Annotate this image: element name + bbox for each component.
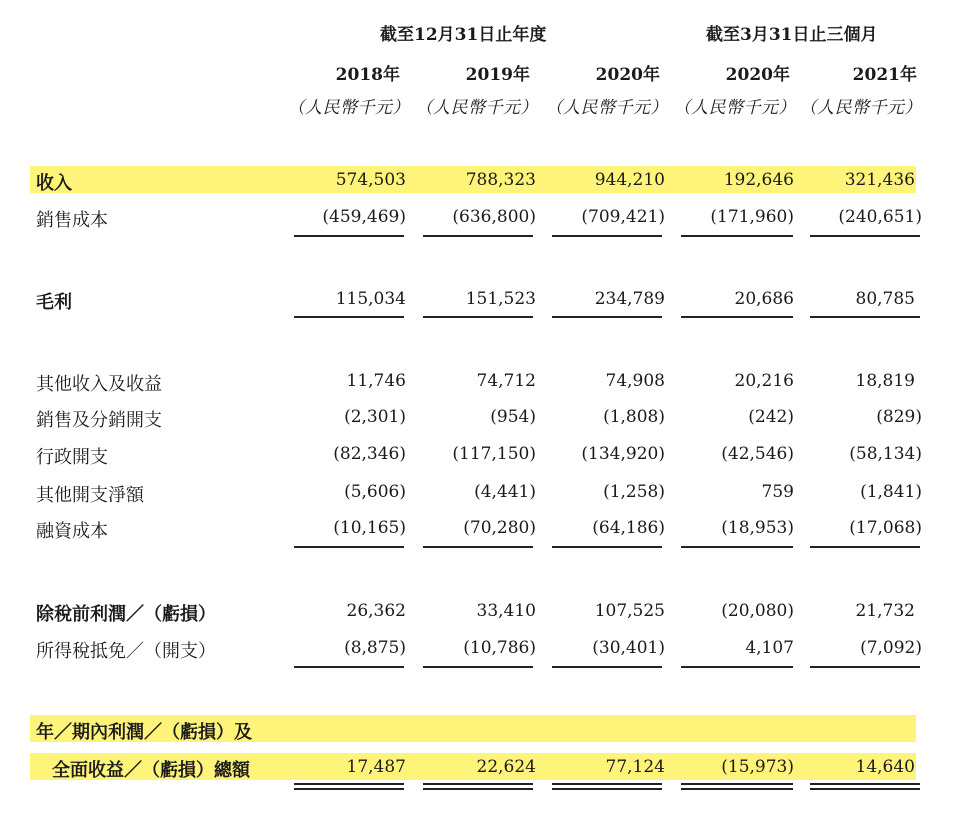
cell-ae-3: (134,920) [581,444,665,464]
header-year-4: 2020年 [725,65,790,85]
row-label-revenue: 收入 [36,173,72,194]
cell-pbt-1: 26,362 [346,601,406,621]
cell-revenue-2: 788,323 [465,170,536,190]
row-label-other-expenses: 其他開支淨額 [36,485,144,506]
header-unit-5: （人民幣千元） [799,98,922,118]
cell-revenue-3: 944,210 [594,170,665,190]
double-underline [552,783,662,785]
cell-se-4: (242) [748,407,794,427]
header-group-year: 截至12月31日止年度 [380,25,547,45]
underline [552,546,662,548]
cell-total-3: 77,124 [605,757,665,777]
cell-fc-5: (17,068) [849,518,922,538]
underline [423,316,533,318]
cell-oe-3: (1,258) [603,482,665,502]
row-label-other-income: 其他收入及收益 [36,374,162,395]
cell-tax-2: (10,786) [463,638,536,658]
cell-gp-2: 151,523 [465,289,536,309]
cell-cost-5: (240,651) [838,207,922,227]
header-year-2: 2019年 [465,65,530,85]
cell-oi-2: 74,712 [476,371,536,391]
header-unit-4: （人民幣千元） [673,98,796,118]
double-underline [810,788,920,790]
row-label-profit-before-tax: 除稅前利潤／（虧損） [36,604,216,625]
underline [423,666,533,668]
cell-pbt-3: 107,525 [594,601,665,621]
underline [810,316,920,318]
cell-total-4: (15,973) [721,757,794,777]
cell-se-3: (1,808) [603,407,665,427]
cell-tax-5: (7,092) [860,638,922,658]
cell-revenue-1: 574,503 [335,170,406,190]
double-underline [810,783,920,785]
cell-gp-5: 80,785 [855,289,915,309]
cell-ae-1: (82,346) [333,444,406,464]
underline [294,666,404,668]
cell-oi-5: 18,819 [855,371,915,391]
header-unit-2: （人民幣千元） [415,98,538,118]
header-unit-3: （人民幣千元） [545,98,668,118]
row-label-gross-profit: 毛利 [36,292,72,313]
cell-cost-2: (636,800) [452,207,536,227]
cell-se-5: (829) [876,407,922,427]
cell-revenue-4: 192,646 [723,170,794,190]
cell-oe-4: 759 [761,482,794,502]
double-underline [423,788,533,790]
cell-cost-1: (459,469) [322,207,406,227]
cell-gp-3: 234,789 [594,289,665,309]
underline [681,666,793,668]
cell-fc-4: (18,953) [721,518,794,538]
cell-se-1: (2,301) [344,407,406,427]
cell-se-2: (954) [490,407,536,427]
cell-oe-5: (1,841) [860,482,922,502]
double-underline [681,788,793,790]
row-label-income-tax: 所得稅抵免／（開支） [36,641,216,662]
cell-tax-1: (8,875) [344,638,406,658]
cell-total-5: 14,640 [855,757,915,777]
header-year-3: 2020年 [595,65,660,85]
underline [423,235,533,237]
underline [810,666,920,668]
header-unit-1: （人民幣千元） [287,98,410,118]
cell-fc-3: (64,186) [592,518,665,538]
row-label-cost-of-sales: 銷售成本 [36,210,108,231]
cell-pbt-4: (20,080) [721,601,794,621]
underline [294,316,404,318]
cell-oe-2: (4,441) [474,482,536,502]
cell-gp-4: 20,686 [734,289,794,309]
cell-pbt-2: 33,410 [476,601,536,621]
header-year-5: 2021年 [852,65,917,85]
cell-oi-4: 20,216 [734,371,794,391]
underline [294,546,404,548]
underline [681,316,793,318]
double-underline [294,783,404,785]
underline [552,666,662,668]
cell-ae-5: (58,134) [849,444,922,464]
underline [552,235,662,237]
header-year-1: 2018年 [335,65,400,85]
row-label-finance-costs: 融資成本 [36,521,108,542]
underline [294,235,404,237]
underline [681,546,793,548]
cell-pbt-5: 21,732 [855,601,915,621]
cell-revenue-5: 321,436 [844,170,915,190]
cell-total-2: 22,624 [476,757,536,777]
cell-oe-1: (5,606) [344,482,406,502]
double-underline [423,783,533,785]
cell-fc-2: (70,280) [463,518,536,538]
underline [552,316,662,318]
row-label-profit-period-line1: 年／期內利潤／（虧損）及 [36,722,252,743]
double-underline [552,788,662,790]
underline [810,235,920,237]
row-label-total-comprehensive: 全面收益／（虧損）總額 [52,760,250,781]
cell-fc-1: (10,165) [333,518,406,538]
cell-ae-4: (42,546) [721,444,794,464]
underline [681,235,793,237]
double-underline [294,788,404,790]
cell-tax-4: 4,107 [745,638,794,658]
underline [423,546,533,548]
row-label-selling-expenses: 銷售及分銷開支 [36,410,162,431]
cell-cost-3: (709,421) [581,207,665,227]
row-label-admin-expenses: 行政開支 [36,447,108,468]
cell-ae-2: (117,150) [452,444,536,464]
header-group-quarter: 截至3月31日止三個月 [706,25,878,45]
cell-oi-1: 11,746 [346,371,406,391]
cell-oi-3: 74,908 [605,371,665,391]
cell-gp-1: 115,034 [335,289,406,309]
cell-tax-3: (30,401) [592,638,665,658]
underline [810,546,920,548]
double-underline [681,783,793,785]
cell-total-1: 17,487 [346,757,406,777]
cell-cost-4: (171,960) [710,207,794,227]
